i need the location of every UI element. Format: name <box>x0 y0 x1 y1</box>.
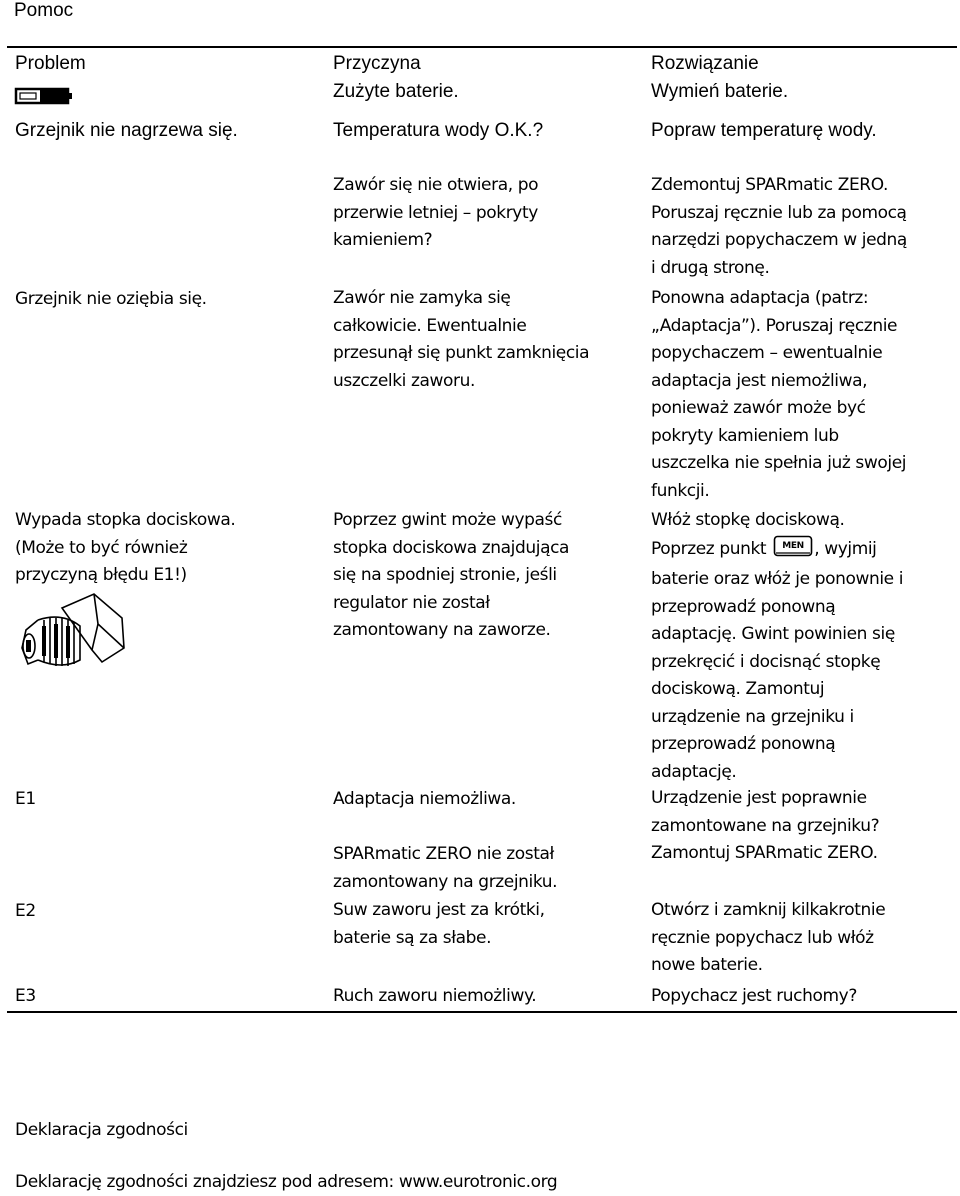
text-line: przerwie letniej – pokryty <box>333 202 538 223</box>
cooling-cause <box>333 285 589 395</box>
text-line: Włóż stopkę dociskową. <box>651 510 845 530</box>
text-line-with-icon <box>651 535 903 567</box>
cooling-solution <box>651 285 906 505</box>
text-line: i drugą stronę. <box>651 257 770 278</box>
text-line: przesunął się punkt zamknięcia <box>333 343 590 363</box>
table-top-border <box>7 46 957 48</box>
text-line: adaptacja jest niemożliwa, <box>651 370 868 391</box>
heating-problem: Grzejnik nie nagrzewa się. <box>15 120 238 141</box>
text-line: przeprowadź ponowną <box>651 734 836 754</box>
text-line: przeprowadź ponowną <box>651 596 836 617</box>
text-line: uszczelki zaworu. <box>333 370 475 391</box>
foot-cause <box>333 507 569 645</box>
text-line: Ponowna adaptacja (patrz: <box>651 288 869 308</box>
text-line: całkowicie. Ewentualnie <box>333 315 527 336</box>
battery-cause: Zużyte baterie. <box>333 81 459 102</box>
text-line: uszczelka nie spełnia już swojej <box>651 453 907 473</box>
e1-solution <box>651 785 879 868</box>
text-line: Wypada stopka dociskowa. <box>15 510 236 530</box>
page-title: Pomoc <box>14 0 74 21</box>
text-line: regulator nie został <box>333 592 490 613</box>
text-line: dociskową. Zamontuj <box>651 679 825 699</box>
text-line: Poprzez gwint może wypaść <box>333 510 562 530</box>
heating-solution-2 <box>651 172 907 282</box>
text-line: kamieniem? <box>333 230 433 250</box>
foot-solution <box>651 507 903 786</box>
e2-code: E2 <box>15 901 36 921</box>
cooling-problem: Grzejnik nie oziębia się. <box>15 289 207 309</box>
text-line: adaptację. <box>651 761 737 782</box>
text-line: SPARmatic ZERO nie został <box>333 844 554 864</box>
header-problem: Problem <box>15 53 86 74</box>
text-line: Otwórz i zamknij kilkakrotnie <box>651 900 886 920</box>
text-line: baterie są za słabe. <box>333 927 492 948</box>
text-fragment: Poprzez punkt <box>651 538 767 559</box>
menu-icon-label: MEN <box>782 540 804 551</box>
text-line: przekręcić i docisnąć stopkę <box>651 651 881 672</box>
text-line: zamontowany na zaworze. <box>333 620 551 640</box>
text-line: Zamontuj SPARmatic ZERO. <box>651 843 878 863</box>
heating-cause-1: Temperatura wody O.K.? <box>333 120 544 141</box>
text-line: urządzenie na grzejniku i <box>651 706 854 727</box>
e2-cause <box>333 897 545 952</box>
text-line: popychaczem – ewentualnie <box>651 343 883 363</box>
e3-code: E3 <box>15 986 36 1006</box>
text-line: Suw zaworu jest za krótki, <box>333 900 545 920</box>
text-line: funkcji. <box>651 480 710 501</box>
text-line: nowe baterie. <box>651 955 763 975</box>
text-line: Poruszaj ręcznie lub za pomocą <box>651 202 907 223</box>
pressure-foot-image <box>18 590 133 675</box>
table-bottom-border <box>7 1011 957 1013</box>
header-cause: Przyczyna <box>333 53 421 74</box>
e1-code: E1 <box>15 789 36 809</box>
text-line: przyczyną błędu E1!) <box>15 565 187 585</box>
foot-problem <box>15 507 235 590</box>
e2-solution <box>651 897 885 980</box>
e3-solution: Popychacz jest ruchomy? <box>651 986 857 1006</box>
battery-empty-icon <box>14 86 74 106</box>
text-line: „Adaptacja”). Poruszaj ręcznie <box>651 315 898 336</box>
text-line: Urządzenie jest poprawnie <box>651 788 867 808</box>
text-line: zamontowany na grzejniku. <box>333 871 558 892</box>
e1-cause-1: Adaptacja niemożliwa. <box>333 789 516 809</box>
declaration-text: Deklarację zgodności znajdziesz pod adresem: www.eurotronic.org <box>15 1172 558 1192</box>
text-line: pokryty kamieniem lub <box>651 425 839 446</box>
text-line: zamontowane na grzejniku? <box>651 815 880 836</box>
text-line: Zawór się nie otwiera, po <box>333 175 539 195</box>
e1-cause-2 <box>333 841 557 896</box>
text-line: baterie oraz włóż je ponownie i <box>651 569 904 589</box>
text-line: narzędzi popychaczem w jedną <box>651 230 907 250</box>
heating-cause-2 <box>333 172 538 255</box>
text-line: stopka dociskowa znajdująca <box>333 537 570 558</box>
battery-solution: Wymień baterie. <box>651 81 789 102</box>
menu-button-icon <box>773 535 813 567</box>
heating-solution-1: Popraw temperaturę wody. <box>651 120 877 141</box>
text-line: się na spodniej stronie, jeśli <box>333 565 557 585</box>
text-line: adaptację. Gwint powinien się <box>651 624 895 644</box>
declaration-heading: Deklaracja zgodności <box>15 1120 188 1140</box>
text-fragment: , wyjmij <box>814 538 877 559</box>
text-line: ponieważ zawór może być <box>651 398 866 418</box>
text-line: Zdemontuj SPARmatic ZERO. <box>651 175 889 195</box>
text-line: (Może to być również <box>15 537 188 558</box>
text-line: ręcznie popychacz lub włóż <box>651 927 874 948</box>
header-solution: Rozwiązanie <box>651 53 759 74</box>
text-line: Zawór nie zamyka się <box>333 288 511 308</box>
e3-cause: Ruch zaworu niemożliwy. <box>333 986 537 1006</box>
